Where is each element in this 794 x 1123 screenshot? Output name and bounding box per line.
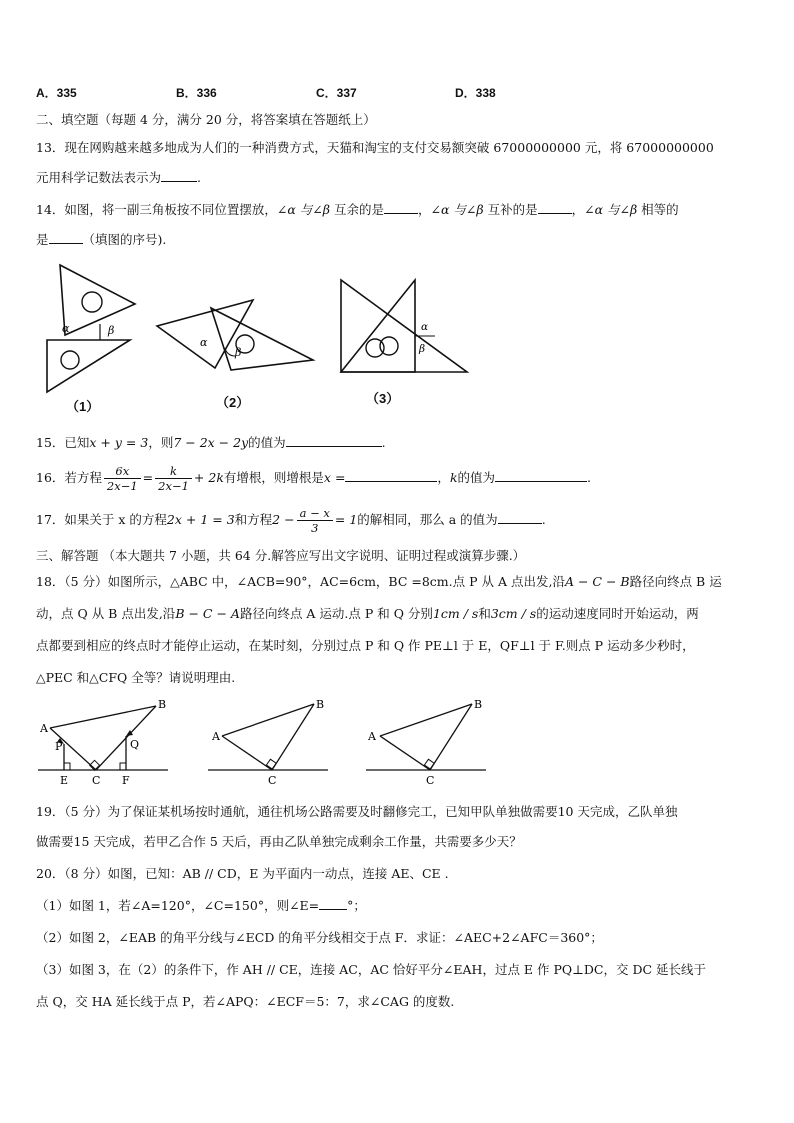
q14-figure-1 — [40, 262, 140, 400]
fig18a-label-p: P — [55, 740, 63, 753]
q15-answer-blank[interactable] — [286, 433, 382, 447]
q18-figure-1 — [34, 698, 174, 791]
q20-l2-text: （1）如图 1，若∠A=120°，∠C=150°，则∠E= — [36, 898, 320, 913]
q15-mid: ，则 — [148, 435, 174, 450]
q14-expr2: ∠α 与∠β — [430, 202, 484, 217]
q18-speed-p: 1cm / s — [432, 606, 479, 621]
q17-eq2: = 1 — [334, 512, 358, 527]
q16-comma: ， — [437, 470, 450, 485]
q17-end: . — [541, 512, 546, 527]
q16-root-blank[interactable] — [345, 468, 437, 482]
q14-line2-end: （填图的序号). — [82, 232, 167, 247]
q18-line3: 点都要到相应的终点时才能停止运动，在某时刻，分别过点 P 和 Q 作 PE⊥l 于 E，QF⊥l 于 F.则点 P 运动多少秒时， — [36, 638, 695, 653]
q14-caption-1: （1） — [66, 399, 100, 414]
fig18b-label-c: C — [268, 774, 277, 787]
q14-caption-2: （2） — [216, 395, 250, 410]
q14-blank-complementary[interactable] — [384, 200, 418, 214]
q17-answer-blank[interactable] — [498, 510, 542, 524]
q14-line2-text: 是 — [36, 232, 49, 247]
q17-suffix: 的解相同，那么 a 的值为 — [357, 512, 498, 527]
q16-x-equals: x = — [323, 470, 346, 485]
q14-blank-supplementary[interactable] — [538, 200, 572, 214]
q14-text5: ， — [571, 202, 585, 217]
q16-frac1-den: 2x−1 — [106, 479, 138, 493]
fig18a-label-e: E — [60, 774, 69, 787]
q18-line2 — [36, 604, 699, 622]
fig18a-label-f: F — [122, 774, 130, 787]
q15-suffix: 的值为 — [248, 435, 286, 450]
q18-path-bca: B − C − A — [175, 606, 240, 621]
q17-mid: 和方程 — [234, 512, 273, 527]
choice-b: B．336 — [176, 86, 217, 100]
q15-end: . — [381, 435, 386, 450]
fig18a-label-q: Q — [130, 738, 140, 751]
q18-line1 — [36, 572, 722, 590]
q14-text2: 互余的是 — [330, 202, 384, 217]
q18-l2e: 和 — [478, 606, 491, 621]
q14-text1: 14．如图，将一副三角板按不同位置摆放， — [36, 202, 277, 217]
q16-frac2-num: k — [155, 464, 192, 479]
fig1-alpha: α — [62, 322, 70, 335]
choice-a: A．335 — [36, 86, 77, 100]
fig3-alpha: α — [421, 321, 429, 333]
q19-line1: 19．（5 分）为了保证某机场按时通航，通往机场公路需要及时翻修完工，已知甲队单独做需要10 天完成，乙队单独 — [36, 804, 678, 819]
q18-path-acb: A − C − B — [564, 574, 630, 589]
q15-expr1: x + y = 3 — [89, 435, 149, 450]
q14-figure-3 — [337, 276, 472, 377]
section2-heading: 二、填空题（每题 4 分，满分 20 分，将答案填在答题纸上） — [36, 112, 376, 127]
q15-prefix: 15．已知 — [36, 435, 90, 450]
q16-suffix: 的值为 — [457, 470, 496, 485]
q16-line — [36, 464, 591, 493]
choice-d: D．338 — [455, 86, 496, 100]
q20-line2 — [36, 896, 366, 914]
q18-figure-2 — [204, 698, 334, 791]
q16-prefix: 16．若方程 — [36, 470, 102, 485]
fig2-beta: β — [235, 346, 242, 359]
fig18a-label-c: C — [92, 774, 101, 787]
q18-l1c: 路径向终点 B 运 — [629, 574, 722, 589]
fig2-alpha: α — [200, 336, 208, 349]
q14-expr3: ∠α 与∠β — [584, 202, 638, 217]
q13-text: 元用科学记数法表示为 — [36, 170, 162, 185]
q14-line1 — [36, 200, 679, 218]
q17-line — [36, 506, 546, 535]
q20-line5: 点 Q，交 HA 延长线于点 P，若∠APQ：∠ECF＝5：7，求∠CAG 的度数. — [36, 994, 455, 1009]
q20-line3: （2）如图 2，∠EAB 的角平分线与∠ECD 的角平分线相交于点 F．求证：∠AEC+2∠AFC＝360°； — [36, 930, 603, 945]
q14-text6: 相等的 — [637, 202, 679, 217]
q17-frac-num: a − x — [297, 506, 333, 521]
q17-two: 2 − — [272, 512, 295, 527]
q16-frac1-num: 6x — [104, 464, 141, 479]
q14-expr1: ∠α 与∠β — [276, 202, 331, 217]
fig3-beta: β — [419, 343, 426, 355]
q13-end: . — [197, 170, 201, 185]
q18-l2g: 的运动速度同时开始运动，两 — [536, 606, 699, 621]
q15-line — [36, 433, 386, 451]
q14-blank-equal[interactable] — [49, 230, 83, 244]
q16-fraction-1 — [104, 464, 141, 493]
q18-line4: △PEC 和△CFQ 全等？请说明理由. — [36, 670, 236, 685]
q16-mid: 有增根，则增根是 — [223, 470, 324, 485]
q17-frac-den: 3 — [311, 521, 319, 535]
q13-answer-blank[interactable] — [161, 168, 197, 182]
fig18b-label-a: A — [212, 730, 220, 743]
q14-line2 — [36, 230, 166, 248]
q17-eq1: 2x + 1 = 3 — [166, 512, 235, 527]
q18-l1a: 18．（5 分）如图所示，△ABC 中，∠ACB=90°，AC=6cm，BC =8cm.点 P 从 A 点出发,沿 — [36, 574, 565, 589]
q14-figure-2 — [155, 296, 315, 379]
q13-line2 — [36, 168, 201, 186]
q14-text4: 互补的是 — [483, 202, 538, 217]
fig18c-label-a: A — [368, 730, 376, 743]
q19-line2: 做需要15 天完成，若甲乙合作 5 天后，再由乙队单独完成剩余工作量，共需要多少天？ — [36, 834, 522, 849]
q18-l2a: 动，点 Q 从 B 点出发,沿 — [36, 606, 176, 621]
q18-l2c: 路径向终点 A 运动.点 P 和 Q 分别 — [239, 606, 433, 621]
choice-c: C．337 — [316, 86, 357, 100]
q20-line4: （3）如图 3，在（2）的条件下，作 AH // CE，连接 AC，AC 恰好平分∠EAH，过点 E 作 PQ⊥DC，交 DC 延长线于 — [36, 962, 707, 977]
q16-k-blank[interactable] — [495, 468, 587, 482]
q20-angle-e-blank[interactable] — [319, 896, 347, 910]
q16-fraction-2 — [155, 464, 192, 493]
q20-line1: 20．（8 分）如图，已知：AB // CD，E 为平面内一动点，连接 AE、CE . — [36, 866, 449, 881]
fig18b-label-b: B — [316, 698, 325, 711]
fig18a-label-b: B — [158, 698, 167, 711]
q20-l2-end: °； — [347, 898, 366, 913]
fig18a-label-a: A — [40, 722, 48, 735]
q16-k: k — [449, 470, 458, 485]
q15-expr2: 7 − 2x − 2y — [173, 435, 249, 450]
q16-equals: = — [142, 470, 154, 485]
q17-prefix: 17．如果关于 x 的方程 — [36, 512, 167, 527]
section3-heading: 三、解答题 （本大题共 7 小题，共 64 分.解答应写出文字说明、证明过程或演算步骤.） — [36, 548, 526, 563]
q16-end: . — [587, 470, 592, 485]
q16-plus-term: + 2k — [193, 470, 224, 485]
q14-text3: ， — [418, 202, 431, 217]
q13-line1: 13．现在网购越来越多地成为人们的一种消费方式，天猫和淘宝的支付交易额突破 67000000000 元，将 67000000000 — [36, 140, 714, 155]
q18-speed-q: 3cm / s — [490, 606, 537, 621]
q17-fraction — [297, 506, 333, 535]
q14-caption-3: （3） — [366, 391, 400, 406]
fig1-beta: β — [108, 324, 115, 337]
q18-figure-3 — [362, 698, 492, 791]
q16-frac2-den: 2x−1 — [158, 479, 189, 493]
fig18c-label-c: C — [426, 774, 435, 787]
fig18c-label-b: B — [474, 698, 483, 711]
